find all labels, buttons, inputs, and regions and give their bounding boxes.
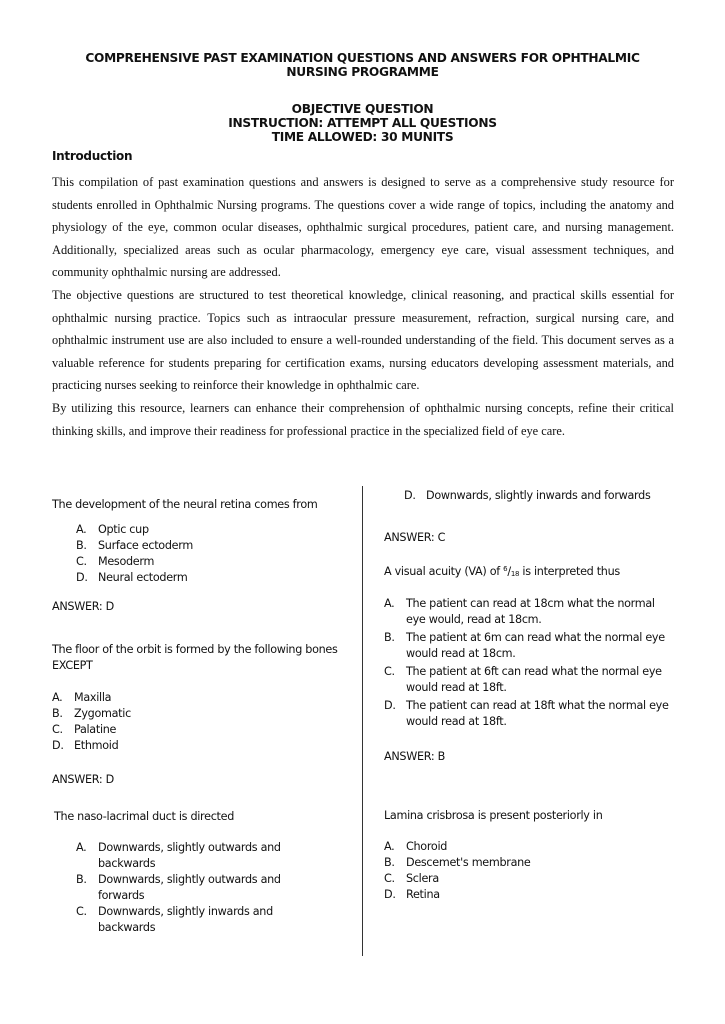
option-list: [52, 690, 342, 754]
intro-text: [52, 171, 674, 442]
option-item: A. Downwards, slightly outwards and backwards: [76, 841, 281, 870]
option-item: A. The patient can read at 18cm what the normal eye would, read at 18cm.: [384, 597, 655, 626]
option-item: B. Descemet's membrane: [384, 856, 531, 869]
question-text: Lamina crisbrosa is present posteriorly in: [384, 809, 603, 822]
question-text: The development of the neural retina comes from: [52, 498, 318, 511]
option-list: [52, 522, 342, 586]
option-item: B. Zygomatic: [52, 707, 131, 720]
intro-paragraph: This compilation of past examination questions and answers is designed to serve as a comprehensive study resource for students enrolled in Ophthalmic Nursing programs. The questions cover a wide range of topics, including the anatomy and physiology of the eye, common ocular diseases, ophthalmic surgical procedures, patient care, and nursing management. Additionally, specialized areas such as ocular pharmacology, emergency eye care, visual assessment techniques, and community ophthalmic nursing are addressed.: [52, 175, 674, 280]
option-list: [384, 596, 674, 730]
title-line: COMPREHENSIVE PAST EXAMINATION QUESTIONS AND ANSWERS FOR OPHTHALMIC: [85, 51, 640, 65]
right-column: [384, 488, 684, 903]
option-item: A. Maxilla: [52, 691, 112, 704]
answer-text: ANSWER: D: [52, 600, 114, 613]
option-item: D. Downwards, slightly inwards and forwards: [404, 489, 651, 502]
option-item: C. Palatine: [52, 723, 117, 736]
question-block: [384, 808, 684, 903]
instruction-line: INSTRUCTION: ATTEMPT ALL QUESTIONS: [228, 116, 497, 130]
option-item: C. The patient at 6ft can read what the normal eye would read at 18ft.: [384, 665, 662, 694]
left-column: [52, 497, 342, 936]
answer-text: ANSWER: D: [52, 773, 114, 786]
option-list: [384, 488, 664, 504]
question-text: A visual acuity (VA) of $^6$/18 is interpreted thus: [384, 565, 620, 578]
question-text: The naso-lacrimal duct is directed: [54, 810, 235, 823]
answer-text: ANSWER: C: [384, 531, 446, 544]
intro-heading: Introduction: [52, 149, 133, 163]
subtitle-line: OBJECTIVE QUESTION: [291, 102, 434, 116]
question-block: [52, 809, 342, 936]
exam-instructions: [60, 102, 665, 144]
question-text: The floor of the orbit is formed by the following bones EXCEPT: [52, 643, 338, 672]
answer-text: ANSWER: B: [384, 750, 445, 763]
column-divider: [362, 486, 363, 956]
document-title: [60, 51, 665, 79]
intro-paragraph: By utilizing this resource, learners can enhance their comprehension of ophthalmic nursing concepts, refine their critical thinking skills, and improve their readiness for professional practice in the specialized field of eye care.: [52, 400, 674, 438]
option-item: A. Optic cup: [76, 523, 149, 536]
option-item: D. The patient can read at 18ft what the normal eye would read at 18ft.: [384, 699, 669, 728]
option-list: [52, 840, 316, 936]
fraction-denominator: 18: [510, 570, 520, 578]
option-item: C. Sclera: [384, 872, 439, 885]
option-item: B. Surface ectoderm: [76, 539, 193, 552]
option-list: [384, 839, 684, 903]
fraction-numerator: 6: [503, 565, 508, 573]
question-block: [52, 642, 342, 788]
option-item: A. Choroid: [384, 840, 448, 853]
time-allowed-line: TIME ALLOWED: 30 MUNITS: [271, 130, 454, 144]
option-item: D. Ethmoid: [52, 739, 119, 752]
option-item: D. Neural ectoderm: [76, 571, 188, 584]
question-block: [52, 497, 342, 615]
option-item: C. Downwards, slightly inwards and backwards: [76, 905, 273, 934]
option-item: B. The patient at 6m can read what the normal eye would read at 18cm.: [384, 631, 665, 660]
question-block: [384, 561, 684, 765]
option-item: B. Downwards, slightly outwards and forwards: [76, 873, 281, 902]
title-line: NURSING PROGRAMME: [286, 65, 439, 79]
option-item: D. Retina: [384, 888, 440, 901]
intro-paragraph: The objective questions are structured to test theoretical knowledge, clinical reasoning, and practical skills essential for ophthalmic nursing practice. Topics such as intraocular pressure measurement, refraction, surgical nursing care, and ophthalmic instrument use are also included to ensure a well-rounded understanding of the field. This document serves as a valuable reference for students preparing for certification exams, nursing educators developing assessment materials, and practicing nurses seeking to reinforce their knowledge in ophthalmic care.: [52, 287, 674, 393]
fraction-slash: /: [507, 565, 511, 578]
option-item: C. Mesoderm: [76, 555, 155, 568]
